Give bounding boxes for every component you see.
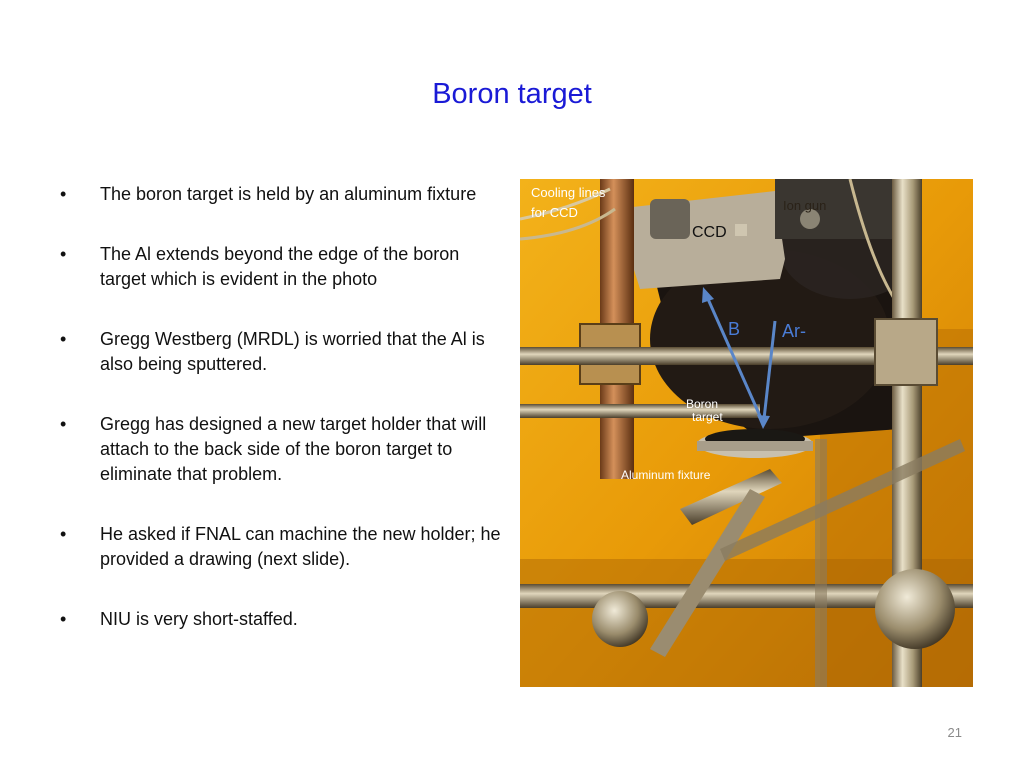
bullet-item <box>60 182 505 207</box>
bullet-dot-icon: • <box>60 609 67 629</box>
label-ar: Ar- <box>782 321 806 341</box>
label-for-ccd: for CCD <box>531 205 578 220</box>
bullet-item <box>60 327 505 377</box>
bullet-list <box>60 182 505 667</box>
bullet-dot-icon: • <box>60 524 67 544</box>
bullet-dot-icon: • <box>60 184 67 204</box>
label-aluminum-fixture: Aluminum fixture <box>621 468 711 482</box>
bullet-text: Gregg Westberg (MRDL) is worried that the Al is also being sputtered. <box>100 329 485 374</box>
bullet-dot-icon: • <box>60 329 67 349</box>
slide-title: Boron target <box>432 78 592 110</box>
apparatus-photo <box>520 179 973 687</box>
bullet-item <box>60 412 505 487</box>
label-target: target <box>692 410 723 424</box>
bullet-item <box>60 242 505 292</box>
bullet-item <box>60 607 505 632</box>
label-boron: Boron <box>686 397 719 411</box>
bullet-item <box>60 522 505 572</box>
label-cooling-lines: Cooling lines <box>531 185 606 200</box>
bullet-dot-icon: • <box>60 244 67 264</box>
bullet-text: NIU is very short-staffed. <box>100 609 298 629</box>
bullet-text: The boron target is held by an aluminum fixture <box>100 184 477 204</box>
label-ccd: CCD <box>692 224 727 241</box>
page-number: 21 <box>947 725 962 740</box>
bullet-text: He asked if FNAL can machine the new holder; he provided a drawing (next slide). <box>100 524 501 569</box>
bullet-dot-icon: • <box>60 414 67 434</box>
label-b: B <box>728 319 741 339</box>
label-ion-gun: Ion gun <box>783 198 827 213</box>
bullet-text: The Al extends beyond the edge of the boron target which is evident in the photo <box>100 244 460 289</box>
bullet-text: Gregg has designed a new target holder that will attach to the back side of the boron target to eliminate that problem. <box>100 414 487 484</box>
